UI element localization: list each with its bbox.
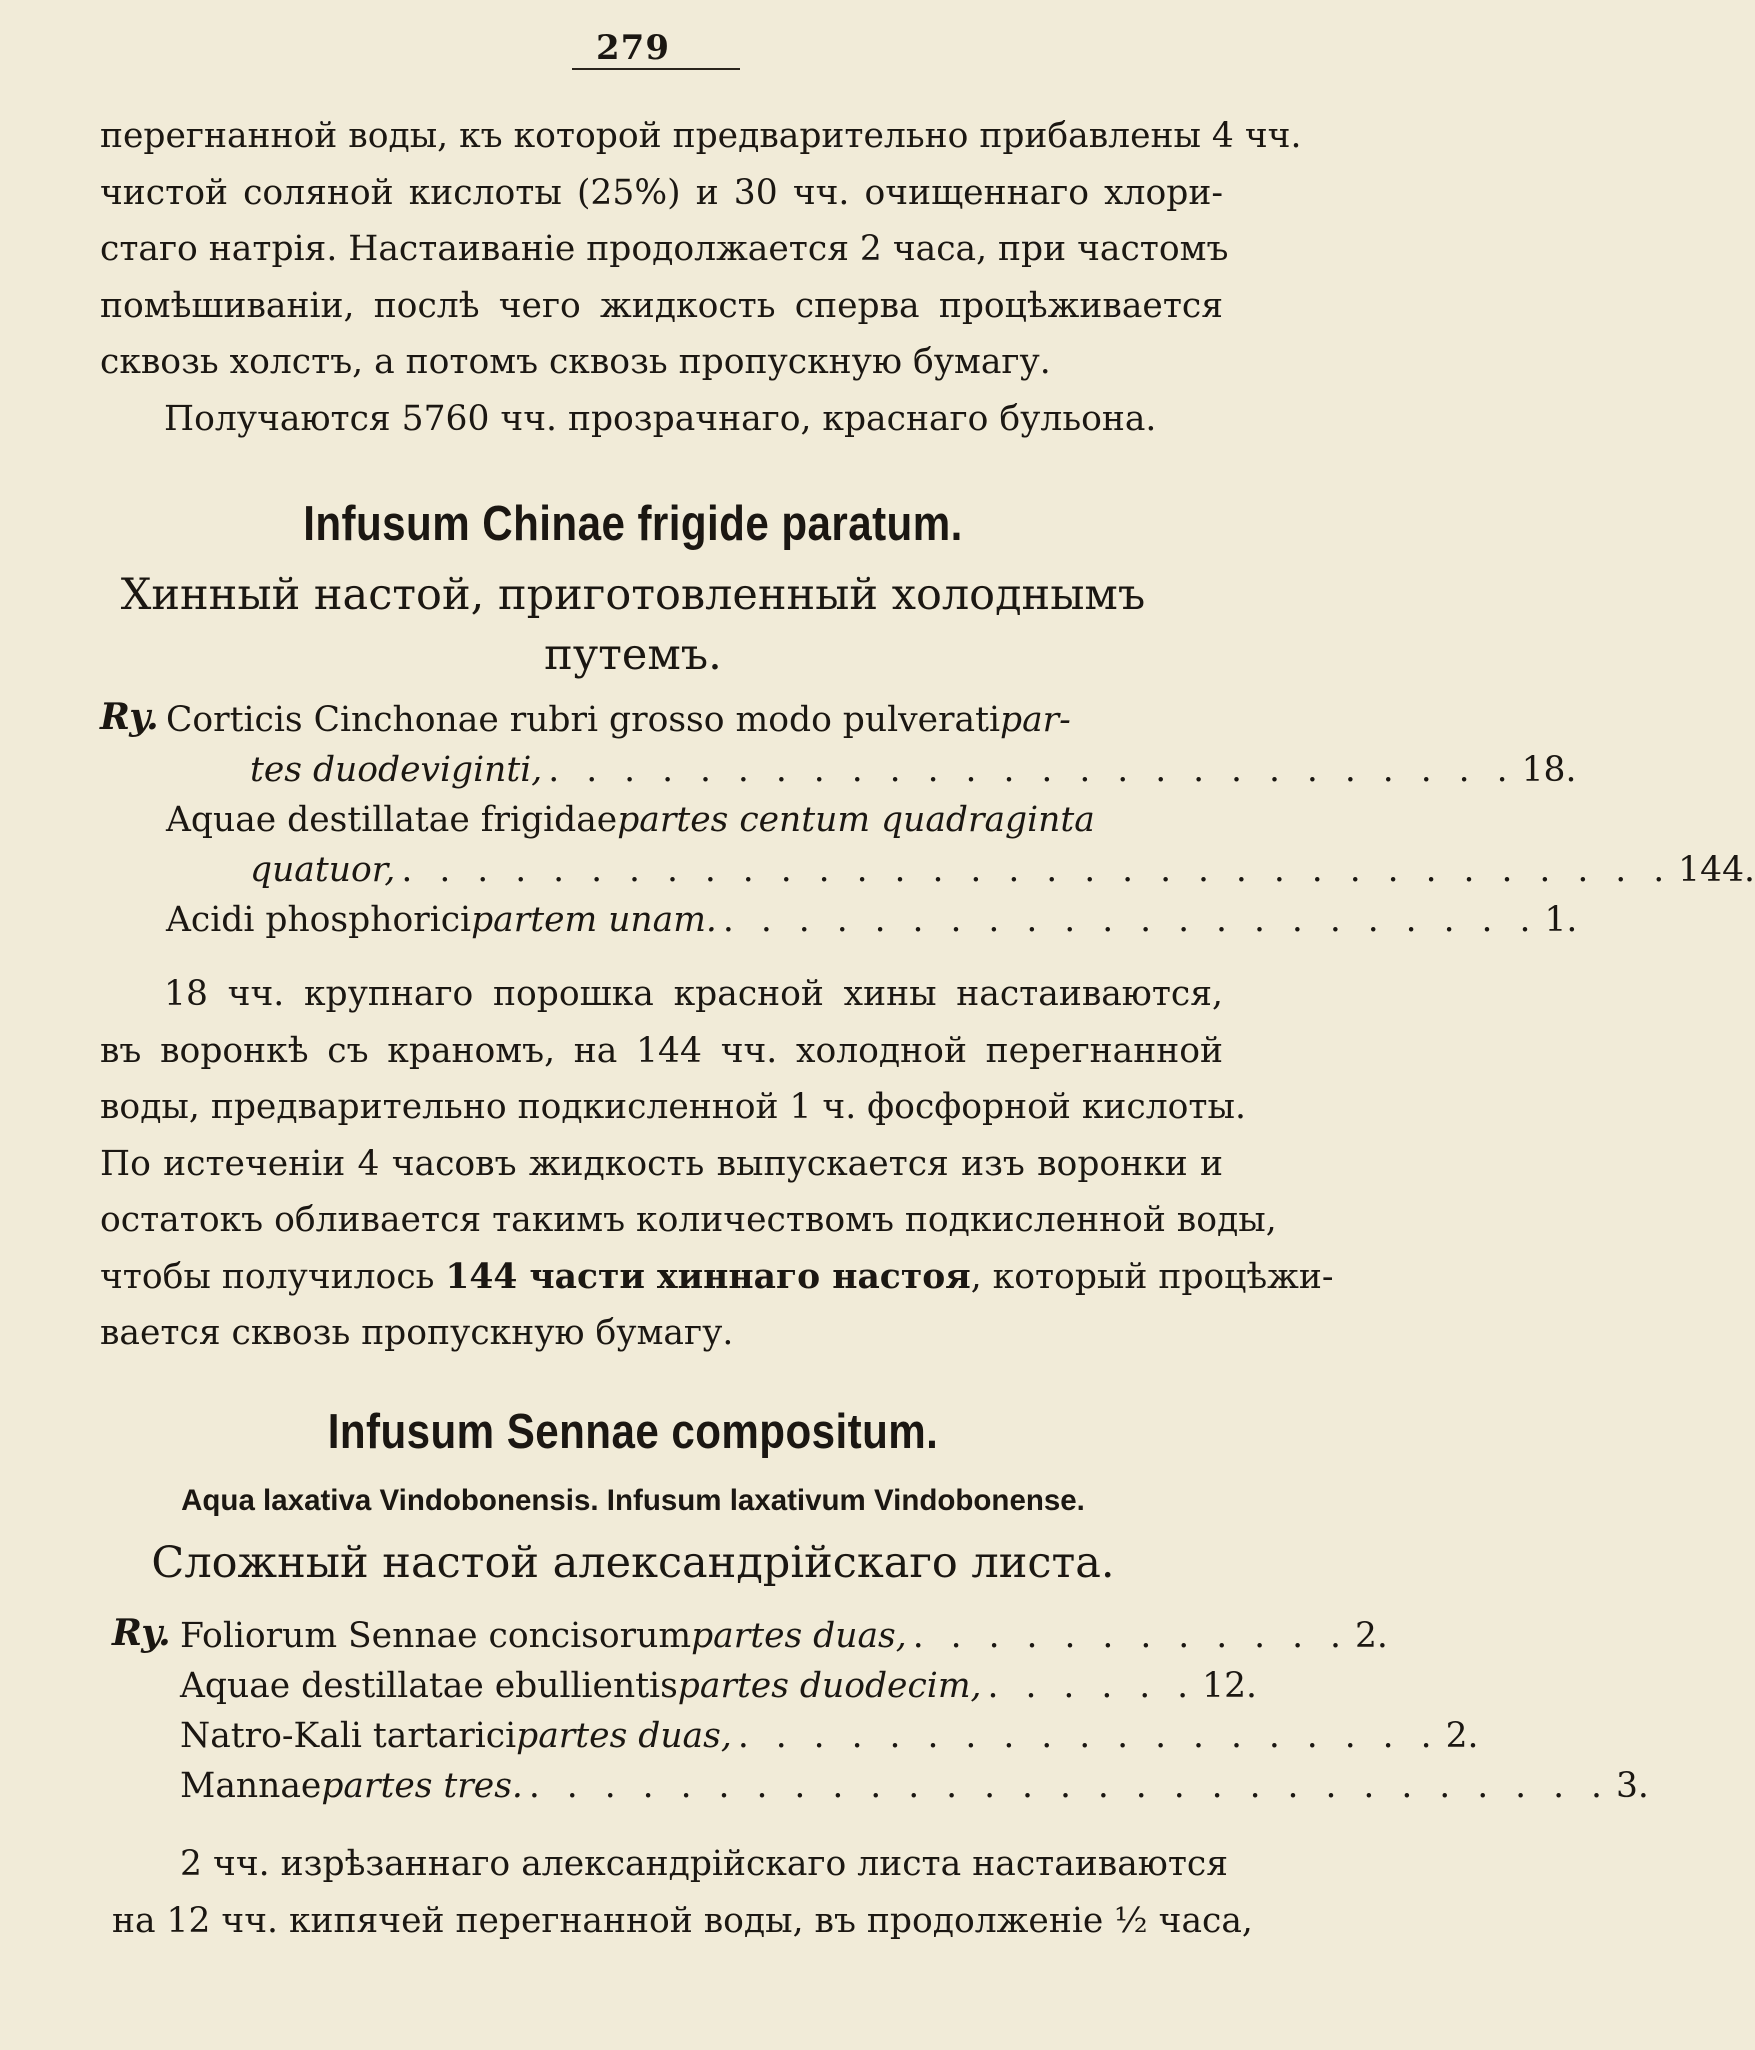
text-line: 18 чч. крупнаго порошка красной хины настаиваются,: [164, 974, 1223, 1014]
recipe-symbol: Ry.: [112, 1612, 171, 1654]
text-line: сквозь холстъ, а потомъ сквозь пропускную бумагу.: [100, 342, 1051, 382]
text-line: стаго натрія. Настаиваніе продолжается 2 часа, при частомъ: [100, 229, 1229, 269]
section-title: Infusum Sennae compositum.: [327, 1405, 939, 1459]
text-line: вается сквозь пропускную бумагу.: [100, 1313, 734, 1353]
text-line: 2 чч. изрѣзаннаго александрійскаго листа настаиваются: [180, 1844, 1228, 1884]
section-subtitle: Хинный настой, приготовленный холоднымъ: [120, 570, 1146, 620]
section-subtitle: Сложный настой александрійскаго листа.: [151, 1538, 1115, 1588]
text-line: Получаются 5760 чч. прозрачнаго, краснаго бульона.: [164, 398, 1157, 439]
text-line: остатокъ обливается такимъ количествомъ подкисленной воды,: [100, 1200, 1277, 1240]
recipe-line: quatuor, . . . . . . . . . . . . . . . . . . . . . . . . . . . . . . . . . . 144.: [250, 850, 1755, 890]
section-synonyms: Aqua laxativa Vindobonensis. Infusum laxativum Vindobonense.: [181, 1484, 1085, 1517]
text-line: перегнанной воды, къ которой предварительно прибавлены 4 чч.: [100, 116, 1302, 156]
section-subtitle: путемъ.: [544, 630, 722, 680]
header-rule: [572, 68, 740, 70]
recipe-line: Natro-Kali tartarici partes duas, . . . . . . . . . . . . . . . . . . . 2.: [180, 1716, 1479, 1756]
recipe-line: Foliorum Sennae concisorum partes duas, . . . . . . . . . . . . 2.: [180, 1616, 1388, 1656]
section-body: [112, 1836, 1253, 1949]
page-number: 279: [596, 28, 670, 68]
recipe-line: Aquae destillatae ebullientis partes duodecim, . . . . . . 12.: [180, 1666, 1258, 1706]
text-line: помѣшиваніи, послѣ чего жидкость сперва процѣживается: [100, 285, 1223, 326]
text-line: воды, предварительно подкисленной 1 ч. фосфорной кислоты.: [100, 1087, 1246, 1127]
recipe-line: Acidi phosphorici partem unam. . . . . . . . . . . . . . . . . . . . . . . 1.: [166, 900, 1578, 940]
section-title: Infusum Chinae frigide paratum.: [303, 497, 963, 551]
emphasis: 144 части хиннаго настоя: [445, 1256, 971, 1297]
recipe-line: Corticis Cinchonae rubri grosso modo pulverati par-: [166, 700, 1071, 740]
text-line: на 12 чч. кипячей перегнанной воды, въ продолженіе ½ часа,: [112, 1900, 1253, 1941]
recipe-line: Aquae destillatae frigidae partes centum quadraginta: [166, 800, 1095, 840]
text-line: По истеченіи 4 часовъ жидкость выпускается изъ воронки и: [100, 1143, 1223, 1184]
section-body: [100, 966, 1334, 1362]
text-line: въ воронкѣ съ краномъ, на 144 чч. холодной перегнанной: [100, 1030, 1223, 1071]
text-line: чтобы получилось 144 части хиннаго настоя, который процѣжи-: [100, 1256, 1334, 1297]
intro-paragraph: [100, 108, 1302, 447]
recipe-symbol: Ry.: [100, 696, 159, 738]
recipe-line: Mannae partes tres. . . . . . . . . . . . . . . . . . . . . . . . . . . . . . 3.: [180, 1766, 1649, 1806]
recipe-line: tes duodeviginti, . . . . . . . . . . . . . . . . . . . . . . . . . . 18.: [250, 750, 1577, 790]
text-line: чистой соляной кислоты (25%) и 30 чч. очищеннаго хлори-: [100, 172, 1223, 213]
